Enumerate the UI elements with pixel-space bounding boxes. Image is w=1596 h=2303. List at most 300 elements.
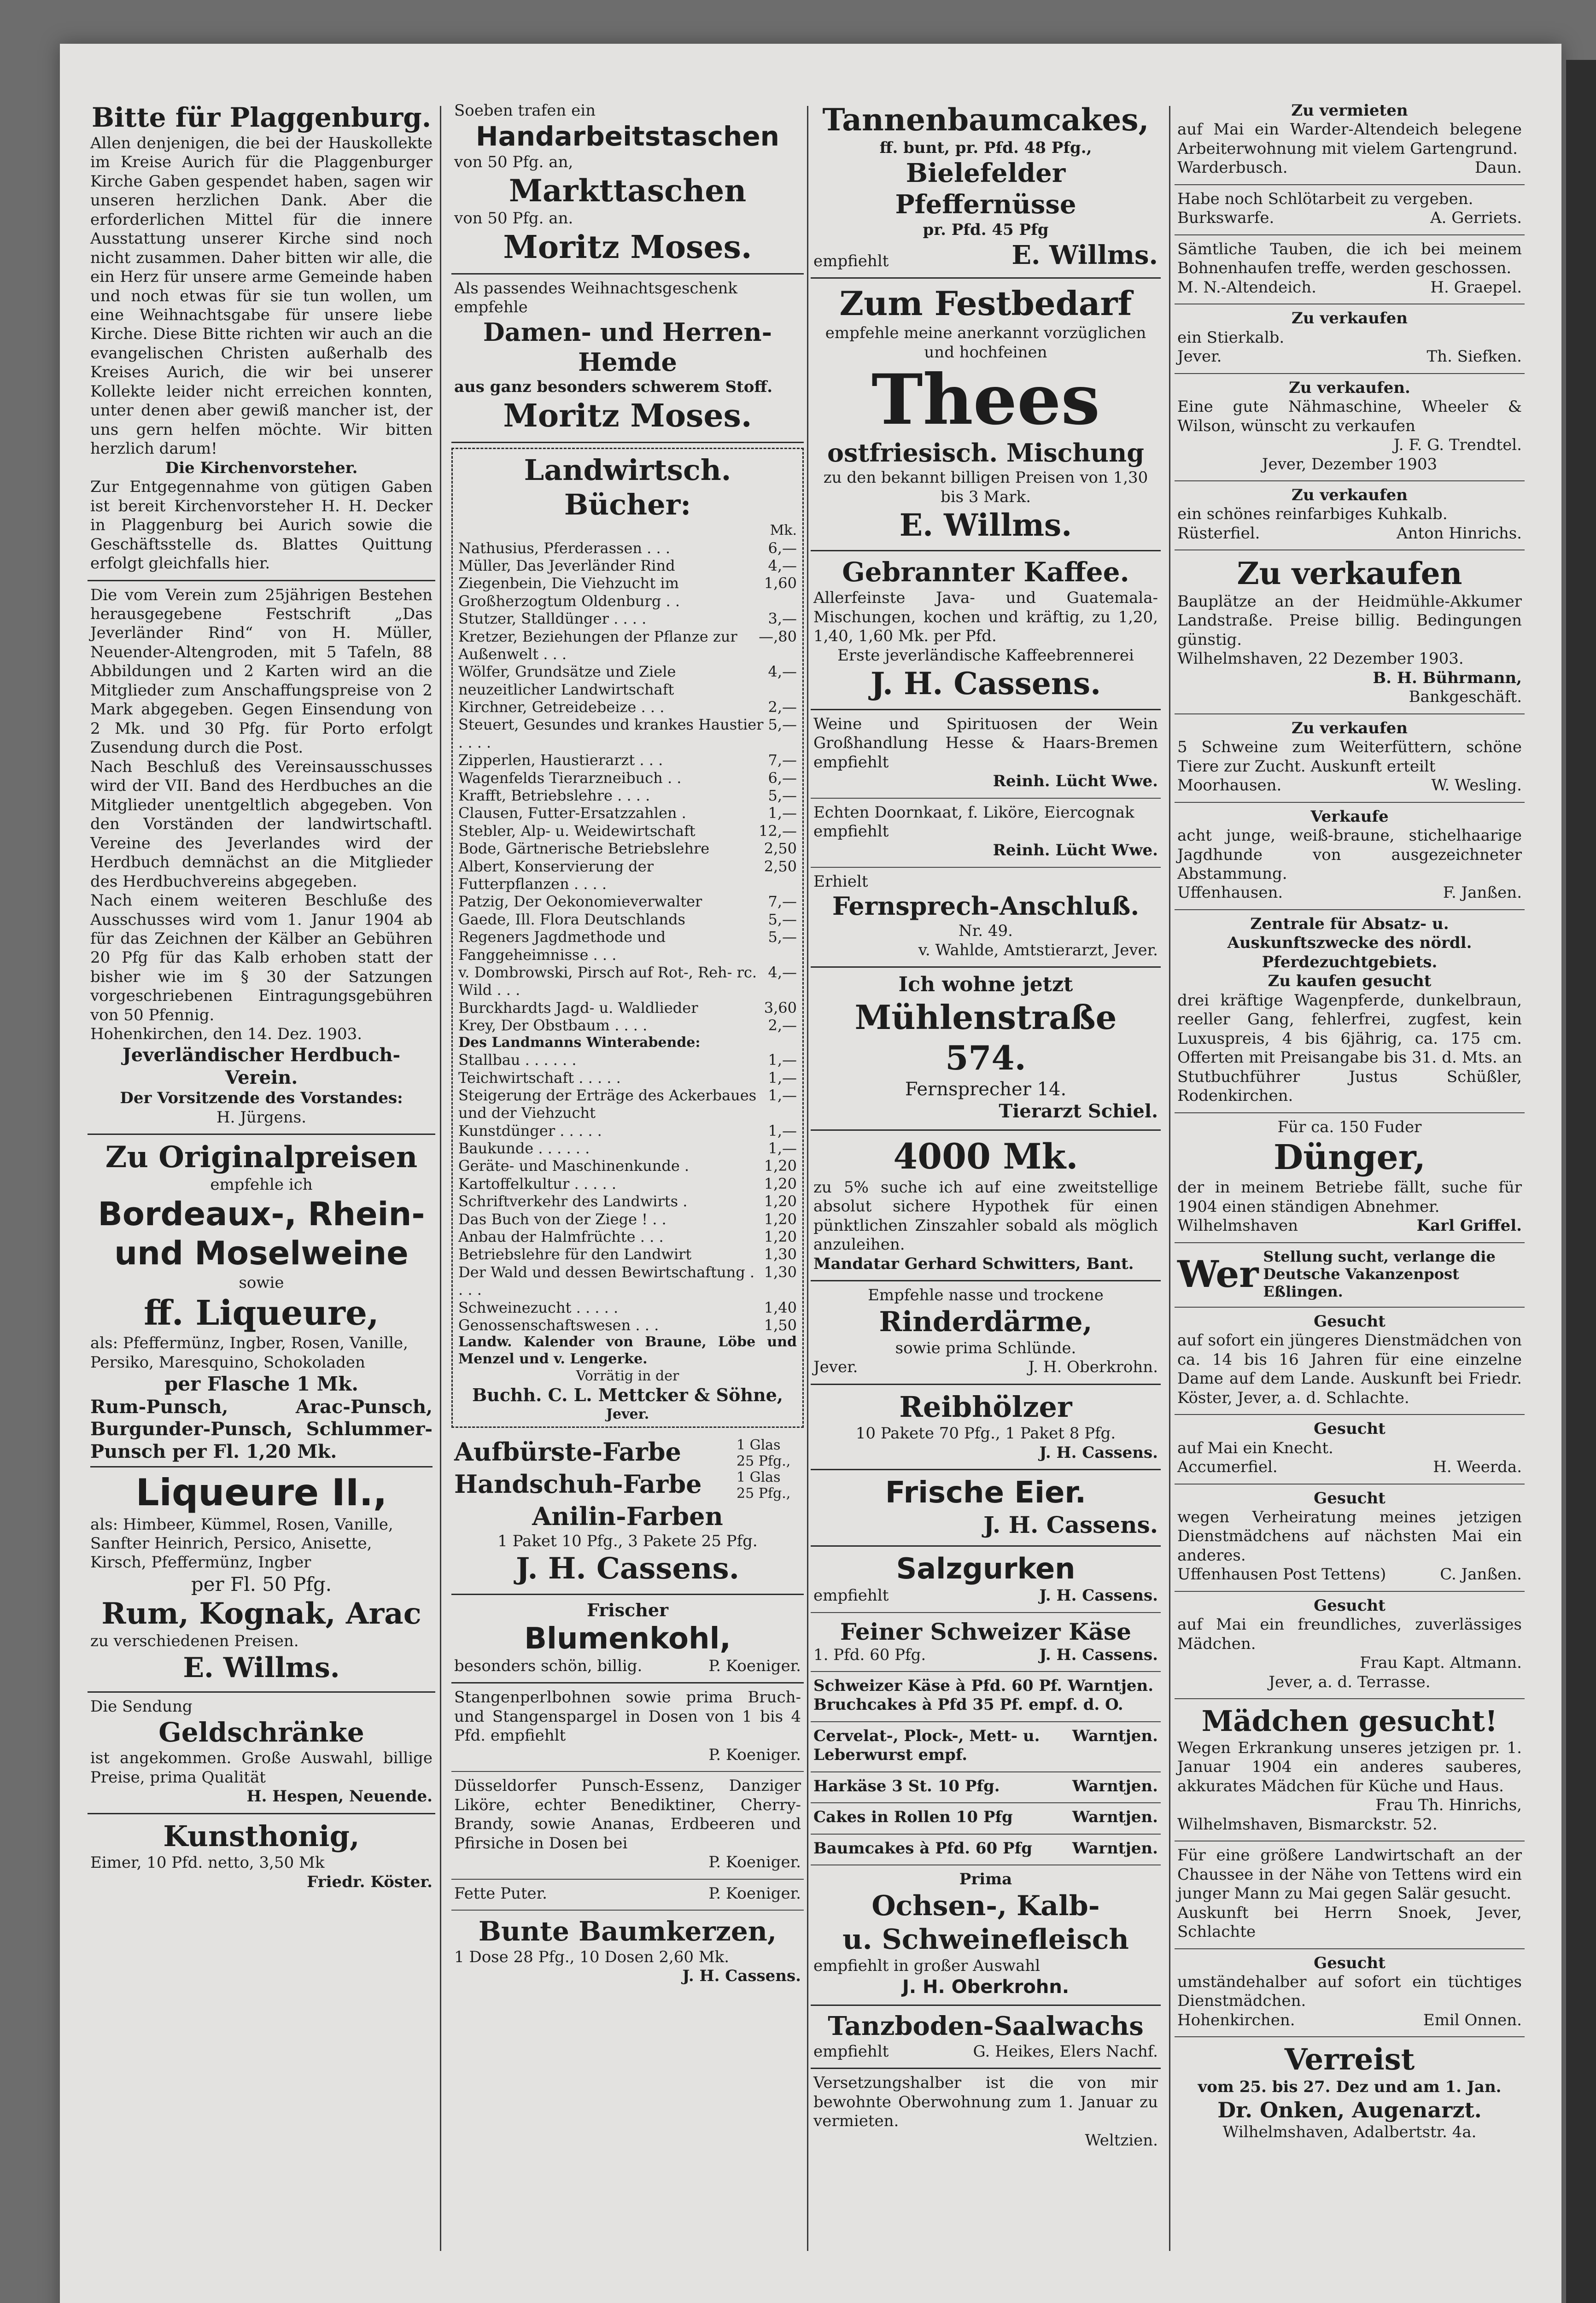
book-title: Müller, Das Jeverländer Rind bbox=[458, 556, 675, 574]
book-title: Kirchner, Getreidebeize . . . bbox=[458, 698, 665, 716]
body-text: Bauplätze an der Heidmühle-Akkumer Landstraße. Preise billig. Bedingungen günstig. bbox=[1177, 592, 1522, 649]
price: 1 Glas 25 Pfg., bbox=[737, 1437, 791, 1470]
advertiser-name: J. H. Cassens. bbox=[1039, 1586, 1158, 1605]
subline: Vorrätig in der bbox=[576, 1368, 679, 1384]
headline: Landwirtsch. Bücher: bbox=[524, 453, 731, 522]
price-row bbox=[454, 1437, 801, 1469]
book-title: Steigerung der Erträge des Ackerbaues und der Viehzucht bbox=[458, 1086, 757, 1122]
org-name: Jeverländischer Herdbuch-Verein. bbox=[122, 1044, 401, 1088]
book-row bbox=[458, 1192, 797, 1210]
ad-herdbuch-verein bbox=[88, 581, 435, 1135]
book-price: 1,— bbox=[768, 1051, 797, 1069]
headline: ostfriesisch. Mischung bbox=[827, 438, 1145, 468]
subline: Ich wohne jetzt bbox=[898, 973, 1073, 997]
ad-heading: Gesucht bbox=[1314, 1489, 1386, 1508]
body-text: auf Mai ein freundliches, zuverlässiges Mädchen. bbox=[1177, 1615, 1522, 1653]
ad-bitte-plaggenburg bbox=[88, 97, 435, 581]
advertiser-name: Warntjen. bbox=[1072, 1808, 1158, 1827]
book-price: 7,— bbox=[768, 751, 797, 769]
body-text: als: Himbeer, Kümmel, Rosen, Vanille, Sanfter Heinrich, Persico, Anisette, Kirsch, Pfeffermünz, Ingber bbox=[90, 1515, 393, 1572]
headline: Gebrannter Kaffee. bbox=[842, 556, 1129, 588]
body-text: zu verschiedenen Preisen. bbox=[90, 1632, 299, 1651]
ad-warntjen-4 bbox=[811, 1803, 1161, 1834]
book-row bbox=[458, 1210, 797, 1228]
body-text: Cervelat-, Plock-, Mett- u. Leberwurst empf. bbox=[813, 1726, 1040, 1765]
book-price: 5,— bbox=[768, 716, 797, 734]
advertiser-name: Tierarzt Schiel. bbox=[999, 1100, 1158, 1122]
advertiser-name: J. H. Cassens. bbox=[1039, 1645, 1158, 1664]
footer-row bbox=[813, 1777, 1158, 1796]
body-text: acht junge, weiß-braune, stichelhaarige Jagdhunde von ausgezeichneter Abstammung. bbox=[1177, 826, 1522, 883]
headline: Reibhölzer bbox=[899, 1390, 1072, 1424]
headline: Geldschränke bbox=[158, 1717, 364, 1748]
body-text: zu den bekannt billigen Preisen von 1,30 bis 3 Mark. bbox=[823, 468, 1148, 506]
book-row bbox=[458, 663, 797, 698]
ad-dienstmaedchen-janssen bbox=[1175, 1485, 1525, 1592]
book-title: v. Dombrowski, Pirsch auf Rot-, Reh- rc. Wild . . . bbox=[458, 963, 757, 999]
ad-hemde-moses bbox=[451, 275, 804, 443]
ad-oberwohnung bbox=[811, 2069, 1161, 2157]
date-line: Wilhelmshaven, 22 Dezember 1903. bbox=[1177, 649, 1464, 668]
book-title: Ziegenbein, Die Viehzucht im Großherzogtum Oldenburg . . bbox=[458, 574, 680, 610]
ad-heading: Gesucht bbox=[1314, 1312, 1386, 1331]
page-edge-shadow bbox=[1566, 60, 1596, 2303]
body-text: Für eine größere Landwirtschaft an der Chaussee in der Nähe von Tettens wird ein junger Mann zu Mai gegen Salär gesucht. bbox=[1177, 1846, 1522, 1903]
book-row bbox=[458, 716, 797, 751]
advertiser-name: Karl Griffel. bbox=[1416, 1216, 1522, 1235]
book-row bbox=[458, 964, 797, 999]
book-row bbox=[458, 698, 797, 716]
ad-heading: Zu verkaufen. bbox=[1289, 378, 1410, 397]
headline: Bitte für Plaggenburg. bbox=[91, 102, 432, 133]
place: M. N.-Altendeich. bbox=[1177, 278, 1316, 297]
body-text: Landw. Kalender von Braune, Löbe und Menzel und v. Lengerke. bbox=[458, 1334, 797, 1367]
price-line: ff. bunt, pr. Pfd. 48 Pfg., bbox=[879, 138, 1092, 157]
footer-row bbox=[1177, 776, 1522, 795]
column-4 bbox=[1175, 97, 1525, 2256]
ad-doornkaat bbox=[811, 799, 1161, 868]
headline: Ochsen-, Kalb- bbox=[871, 1889, 1100, 1922]
book-title: Stebler, Alp- u. Weidewirtschaft bbox=[458, 822, 696, 840]
ad-dienstmaedchen-onnen bbox=[1175, 1949, 1525, 2038]
book-price: 4,— bbox=[768, 556, 797, 574]
ad-knecht bbox=[1175, 1415, 1525, 1484]
product-name: Handschuh-Farbe bbox=[454, 1469, 702, 1499]
body-text: besonders schön, billig. bbox=[454, 1656, 643, 1675]
ad-heading: Zu verkaufen bbox=[1292, 309, 1408, 328]
price-line: pr. Pfd. 45 Pfg bbox=[923, 220, 1049, 239]
body-text: zu 5% suche ich auf eine zweitstellige absolut sichere Hypothek für einen pünktlichen Zinszahler sobald als möglich anzuleihen. bbox=[813, 1178, 1158, 1254]
column-rule bbox=[440, 106, 441, 2251]
advertiser-name: Moritz Moses. bbox=[503, 397, 752, 434]
subline: von 50 Pfg. an. bbox=[454, 209, 573, 228]
advertiser-name: E. Willms. bbox=[899, 507, 1072, 543]
book-price: —,80 bbox=[759, 627, 797, 645]
ad-reibhoelzer bbox=[811, 1385, 1161, 1471]
advertiser-name: Frau Th. Hinrichs, bbox=[1375, 1796, 1522, 1815]
body-text: Versetzungshalber ist die von mir bewohnte Oberwohnung zum 1. Januar zu vermieten. bbox=[813, 2074, 1158, 2131]
place: Accumerfiel. bbox=[1177, 1458, 1278, 1477]
headline: Salzgurken bbox=[896, 1552, 1076, 1586]
ad-heading: Zu kaufen gesucht bbox=[1268, 972, 1432, 991]
ad-tauben bbox=[1175, 235, 1525, 304]
body-text: auf Mai ein Knecht. bbox=[1177, 1438, 1333, 1457]
book-price: 2,50 bbox=[764, 840, 797, 858]
book-list bbox=[458, 1051, 797, 1334]
advertiser-name: Th. Siefken. bbox=[1426, 347, 1522, 366]
place: Moorhausen. bbox=[1177, 776, 1282, 795]
body-text: Stangenperlbohnen sowie prima Bruch- und Stangenspargel in Dosen von 1 bis 4 Pfd. empfiehlt bbox=[454, 1688, 801, 1745]
subline: sowie prima Schlünde. bbox=[895, 1339, 1076, 1357]
ad-heading: Gesucht bbox=[1314, 1420, 1386, 1438]
advertiser-name: Anton Hinrichs. bbox=[1396, 524, 1522, 543]
book-price: 1,20 bbox=[764, 1210, 797, 1228]
footer-row bbox=[813, 2042, 1158, 2061]
footer-row bbox=[1177, 209, 1522, 228]
column-3 bbox=[811, 97, 1161, 2256]
headline: Tanzboden-Saalwachs bbox=[828, 2011, 1144, 2042]
unit-label: Mk. bbox=[770, 522, 797, 538]
advertiser-name: E. Willms. bbox=[1011, 240, 1158, 271]
subline: Erste jeverländische Kaffeebrennerei bbox=[837, 646, 1134, 665]
body-text: umständehalber auf sofort ein tüchtiges Dienstmädchen. bbox=[1177, 1972, 1522, 2011]
ad-dienstmaedchen-koester bbox=[1175, 1308, 1525, 1415]
book-row bbox=[458, 1122, 797, 1140]
footer-row bbox=[1177, 347, 1522, 366]
body-text: Eine gute Nähmaschine, Wheeler & Wilson, wünscht zu verkaufen bbox=[1177, 397, 1522, 435]
subline: sowie bbox=[239, 1273, 284, 1292]
body-text: Harkäse 3 St. 10 Pfg. bbox=[813, 1777, 1000, 1795]
ad-puter bbox=[451, 1880, 804, 1911]
advertiser-name: Buchh. C. L. Mettcker & Söhne, bbox=[472, 1385, 783, 1406]
body-text: empfehle meine anerkannt vorzüglichen und hochfeinen bbox=[825, 324, 1146, 362]
headline: Zu verkaufen bbox=[1237, 555, 1462, 592]
book-row bbox=[458, 1316, 797, 1334]
footer-row bbox=[1177, 278, 1522, 297]
ad-weine-luecht bbox=[811, 710, 1161, 799]
advertiser-name: Dr. Onken, Augenarzt. bbox=[1217, 2097, 1482, 2122]
subline: empfiehlt bbox=[813, 251, 889, 270]
subline: Als passendes Weihnachtsgeschenk empfehle bbox=[454, 279, 737, 317]
footer-row bbox=[1177, 158, 1522, 177]
subline: Empfehle nasse und trockene bbox=[868, 1286, 1104, 1305]
headline: Anilin-Farben bbox=[532, 1502, 723, 1531]
ad-rinderdaerme bbox=[811, 1281, 1161, 1385]
ad-schloetarbeit bbox=[1175, 185, 1525, 235]
headline: Mühlenstraße 574. bbox=[854, 997, 1117, 1077]
headline: Wer bbox=[1177, 1252, 1259, 1296]
advertiser-name: C. Janßen. bbox=[1440, 1565, 1522, 1584]
advertiser-name: P. Koeniger. bbox=[708, 1656, 801, 1675]
signature: H. Jürgens. bbox=[216, 1108, 307, 1127]
ad-verreist bbox=[1175, 2037, 1525, 2148]
price-line: 10 Pakete 70 Pfg., 1 Paket 8 Pfg. bbox=[855, 1424, 1116, 1443]
ad-punsch bbox=[451, 1772, 804, 1879]
headline: Markttaschen bbox=[509, 172, 747, 209]
advertiser-name: Warntjen. bbox=[1072, 1839, 1158, 1858]
headline: ff. Liqueure, bbox=[144, 1293, 379, 1333]
footer-row bbox=[813, 1808, 1158, 1827]
footer-row bbox=[813, 1646, 1158, 1665]
body-text: drei kräftige Wagenpferde, dunkelbraun, reeller Gang, fehlerfrei, zugfest, kein Luxuspreis, 4 bis 6jährig, ca. 175 cm. Offerten mit Preisangabe bis 31. d. Mts. an Stutbuchführer Justus Schüßler, Rodenkirchen. bbox=[1177, 991, 1522, 1105]
book-row bbox=[458, 1069, 797, 1087]
advertiser-name: Warntjen. bbox=[1072, 1777, 1158, 1795]
headline: Liqueure II., bbox=[135, 1471, 387, 1514]
advertiser-name: Moritz Moses. bbox=[503, 228, 752, 266]
book-title: Bode, Gärtnerische Betriebslehre bbox=[458, 840, 710, 858]
subline: Nr. 49. bbox=[959, 922, 1013, 941]
ad-heading: Gesucht bbox=[1314, 1596, 1386, 1615]
subline: Prima bbox=[959, 1870, 1012, 1889]
book-price: 1,— bbox=[768, 1140, 797, 1157]
place: Uffenhausen Post Tettens) bbox=[1177, 1565, 1386, 1584]
headline: Zu Originalpreisen bbox=[105, 1140, 418, 1175]
body-text: Bruchcakes à Pfd 35 Pf. empf. d. O. bbox=[813, 1695, 1123, 1714]
book-price: 1,20 bbox=[764, 1175, 797, 1192]
book-title: Patzig, Der Oekonomieverwalter bbox=[458, 893, 702, 911]
book-row bbox=[458, 1087, 797, 1122]
book-price: 5,— bbox=[768, 928, 797, 946]
section-heading: Des Landmanns Winterabende: bbox=[458, 1034, 701, 1051]
headline: und Moselweine bbox=[114, 1234, 409, 1273]
ad-maedchen-hinrichs bbox=[1175, 1699, 1525, 1841]
book-price: 3,— bbox=[768, 610, 797, 628]
footer-row bbox=[454, 1657, 801, 1676]
subline: Frischer bbox=[586, 1599, 669, 1620]
book-row bbox=[458, 822, 797, 840]
advertiser-name: B. H. Bührmann, bbox=[1373, 668, 1522, 687]
ad-stierkalb bbox=[1175, 304, 1525, 374]
body-text: ein Stierkalb. bbox=[1177, 328, 1285, 347]
footer-row bbox=[1177, 1216, 1522, 1235]
ad-duenger bbox=[1175, 1113, 1525, 1243]
place: Jever. bbox=[813, 1358, 858, 1377]
column-2 bbox=[451, 97, 804, 2256]
price-line: per Fl. 50 Pfg. bbox=[191, 1572, 332, 1596]
book-row bbox=[458, 858, 797, 893]
advertiser-name: Emil Onnen. bbox=[1423, 2011, 1522, 2029]
book-title: Kunstdünger . . . . . bbox=[458, 1122, 602, 1140]
book-price: 1,— bbox=[768, 1122, 797, 1140]
book-price: 5,— bbox=[768, 787, 797, 805]
ad-taschen-moses bbox=[451, 97, 804, 275]
place: Uffenhausen. bbox=[1177, 883, 1283, 902]
headline: Frische Eier. bbox=[885, 1476, 1087, 1510]
book-row bbox=[458, 928, 797, 964]
body-text: Fette Puter. bbox=[454, 1884, 547, 1903]
headline: Rinderdärme, bbox=[879, 1305, 1093, 1338]
book-title: Baukunde . . . . . . bbox=[458, 1140, 590, 1157]
book-row bbox=[458, 1051, 797, 1069]
headline: Verreist bbox=[1284, 2042, 1415, 2077]
body-text: empfiehlt in großer Auswahl bbox=[813, 1957, 1041, 1976]
book-title: Das Buch von der Ziege ! . . bbox=[458, 1210, 666, 1228]
book-price: 2,— bbox=[768, 698, 797, 716]
advertiser-title: Bankgeschäft. bbox=[1409, 688, 1522, 707]
subline: aus ganz besonders schwerem Stoff. bbox=[454, 378, 773, 397]
headline: Feiner Schweizer Käse bbox=[840, 1618, 1131, 1645]
ad-blumenkohl bbox=[451, 1595, 804, 1684]
ad-festbedarf-thees bbox=[811, 279, 1161, 551]
footer-row bbox=[813, 1586, 1158, 1605]
headline: Dünger, bbox=[1274, 1138, 1426, 1178]
ad-wagenpferde bbox=[1175, 910, 1525, 1113]
advertiser-name: Warntjen. bbox=[1072, 1726, 1158, 1745]
book-price: 7,— bbox=[768, 893, 797, 911]
ad-hypothek bbox=[811, 1131, 1161, 1281]
book-row bbox=[458, 751, 797, 769]
signature: Der Vorsitzende des Vorstandes: bbox=[120, 1089, 403, 1108]
ad-landwirtsch-buecher bbox=[451, 448, 804, 1428]
column-rule bbox=[807, 106, 808, 2251]
headline: u. Schweinefleisch bbox=[842, 1923, 1129, 1956]
body-text: Zur Entgegennahme von gütigen Gaben ist bereit Kirchenvorsteher H. H. Decker in Plaggenburg bei Aurich sowie die Geschäftsstelle ds. Blattes Quittung erfolgt gleichfalls hier. bbox=[90, 478, 433, 573]
book-title: Krafft, Betriebslehre . . . . bbox=[458, 787, 650, 805]
advertiser-name: Daun. bbox=[1474, 158, 1522, 177]
book-price: 1,— bbox=[768, 1069, 797, 1087]
book-price: 4,— bbox=[768, 663, 797, 681]
advertiser-name: P. Koeniger. bbox=[708, 1853, 801, 1872]
headline: Kunsthonig, bbox=[163, 1819, 360, 1853]
advertiser-name: Reinh. Lücht Wwe. bbox=[993, 841, 1158, 860]
book-title: Kartoffelkultur . . . . . bbox=[458, 1175, 617, 1192]
ad-heading: Zu verkaufen bbox=[1292, 719, 1408, 737]
advertiser-name: E. Willms. bbox=[183, 1651, 340, 1684]
body-text: Stellung sucht, verlange die Deutsche Vakanzenpost Eßlingen. bbox=[1263, 1247, 1496, 1300]
ad-baumkerzen bbox=[451, 1911, 804, 1993]
book-price: 5,— bbox=[768, 910, 797, 928]
book-price: 4,— bbox=[768, 963, 797, 981]
body-text: Die vom Verein zum 25jährigen Bestehen herausgegebene Festschrift „Das Jeverländer Rind“ von H. Müller, Neuender-Altengroden, mit 5 Tafeln, 88 Abbildungen und 2 Karten wird an die Mitglieder zum Anschaffungspreise von 2 Mark abgegeben. Gegen Einsendung von 2 Mk. und 30 Pfg. für Porto erfolgt Zusendung durch die Post. bbox=[90, 585, 433, 757]
advertiser-name: G. Heikes, Elers Nachf. bbox=[973, 2042, 1158, 2061]
advertiser-name: A. Gerriets. bbox=[1430, 209, 1522, 228]
body-text: Cakes in Rollen 10 Pfg bbox=[813, 1808, 1013, 1827]
ad-heading: Zentrale für Absatz- u. Auskunftszwecke des nördl. Pferdezuchtgebiets. bbox=[1227, 914, 1472, 971]
ad-heading: Zu verkaufen bbox=[1292, 485, 1408, 504]
body-text: 5 Schweine zum Weiterfüttern, schöne Tiere zur Zucht. Auskunft erteilt bbox=[1177, 738, 1522, 776]
book-row bbox=[458, 787, 797, 804]
body-text: der in meinem Betriebe fällt, suche für 1904 einen ständigen Abnehmer. bbox=[1177, 1178, 1522, 1216]
ad-heading: Verkaufe bbox=[1310, 807, 1389, 826]
book-row bbox=[458, 893, 797, 910]
ad-schweine bbox=[1175, 714, 1525, 803]
headline: Bielefelder Pfeffernüsse bbox=[895, 158, 1076, 220]
book-row bbox=[458, 557, 797, 574]
body-text: Nach Beschluß des Vereinsausschusses wird der VII. Band des Herdbuches an die Mitglieder unentgeltlich abgegeben. Von den Vorständen der landwirtschaftl. Vereine des Jeverlandes wird der Herdbuch demnächst an die Mitglieder des Herdbuchvereins abgegeben. bbox=[90, 757, 433, 891]
book-price: 1,— bbox=[768, 1086, 797, 1104]
body-text: Nach einem weiteren Beschluße des Ausschusses wird vom 1. Janur 1904 ab für das Zeichnen der Kälber an Gebühren 20 Pfg für das Kalb erhoben statt der bisher wie im § 30 der Satzungen vorgeschriebenen Eintragungsgebühren von 50 Pfennig. bbox=[90, 891, 433, 1024]
date-line: Jever, Dezember 1903 bbox=[1262, 455, 1438, 473]
headline: Bordeaux-, Rhein- bbox=[98, 1195, 425, 1233]
book-title: Regeners Jagdmethode und Fanggeheimnisse . . . bbox=[458, 928, 666, 964]
advertiser-name: Mandatar Gerhard Schwitters, Bant. bbox=[813, 1254, 1134, 1273]
book-title: Anbau der Halmfrüchte . . . bbox=[458, 1228, 664, 1246]
body-text: wegen Verheiratung meines jetzigen Dienstmädchens auf nächsten Mai ein anderes. bbox=[1177, 1508, 1522, 1565]
headline: Tannenbaumcakes, bbox=[822, 102, 1149, 138]
ad-geldschraenke bbox=[88, 1693, 435, 1814]
book-title: Zipperlen, Haustierarzt . . . bbox=[458, 751, 663, 769]
advertiser-name: J. F. G. Trendtel. bbox=[1393, 436, 1522, 455]
book-title: Steuert, Gesundes und krankes Haustier . . . . bbox=[458, 716, 764, 751]
divider bbox=[90, 1466, 433, 1467]
advertiser-name: Friedr. Köster. bbox=[307, 1872, 433, 1891]
ad-kuhkalb bbox=[1175, 481, 1525, 550]
advertiser-name: P. Koeniger. bbox=[708, 1884, 801, 1903]
body-text: auf Mai ein Warder-Altendeich belegene Arbeiterwohnung mit vielem Gartengrund. bbox=[1177, 120, 1522, 158]
book-title: Krey, Der Obstbaum . . . . bbox=[458, 1017, 648, 1035]
ad-muehlenstrasse bbox=[811, 968, 1161, 1131]
ad-schweizer-kaese bbox=[811, 1613, 1161, 1672]
ad-kaffee-cassens bbox=[811, 551, 1161, 710]
headline: Fernsprech-Anschluß. bbox=[832, 891, 1140, 921]
book-row bbox=[458, 628, 797, 663]
body-text: Echten Doornkaat, f. Liköre, Eiercognak empfiehlt bbox=[813, 803, 1134, 841]
ad-jagdhunde bbox=[1175, 803, 1525, 910]
place: Jever. bbox=[1177, 347, 1222, 366]
book-row bbox=[458, 769, 797, 787]
book-title: Schriftverkehr des Landwirts . bbox=[458, 1192, 688, 1210]
body-text: Allen denjenigen, die bei der Hauskollekte im Kreise Aurich für die Plaggenburger Kirche Gaben gespendet haben, sagen wir unseren herzlichen Dank. Aber die erforderlichen Mittel für die innere Ausstattung unserer Kirche sind noch nicht zusammen. Daher bitten wir alle, die ein Herz für unsere arme Gemeinde haben und noch etwas für sie tun wollen, um eine Weihnachtsgabe für unsere liebe Kirche. Diese Bitte richten wir auch an die evangelischen Christen außerhalb des Kreises Aurich, die wir bei unserer Kollekte leider nicht erreichen konnten, unter denen aber gewiß mancher ist, der uns gern helfen möchte. Wir bitten herzlich darum! bbox=[90, 134, 433, 458]
advertiser-name: W. Wesling. bbox=[1431, 776, 1522, 795]
book-price: 1,20 bbox=[764, 1157, 797, 1175]
footer-row bbox=[454, 1884, 801, 1903]
ad-warntjen-3 bbox=[811, 1772, 1161, 1803]
place: Jever, a. d. Terrasse. bbox=[1269, 1672, 1431, 1691]
advertiser-name: J. H. Cassens. bbox=[682, 1967, 801, 1986]
ad-kunsthonig bbox=[88, 1814, 435, 1899]
book-title: Schweinezucht . . . . . bbox=[458, 1298, 619, 1316]
headline: 4000 Mk. bbox=[893, 1136, 1078, 1177]
footer-row bbox=[1177, 524, 1522, 543]
advertiser-name: J. H. Oberkrohn. bbox=[1028, 1358, 1158, 1377]
body-text: Schweizer Käse à Pfd. 60 Pf. Warntjen. bbox=[813, 1676, 1154, 1695]
footer-row bbox=[1177, 1565, 1522, 1584]
ad-farben-cassens bbox=[451, 1432, 804, 1595]
book-title: Stallbau . . . . . . bbox=[458, 1051, 577, 1069]
price-row bbox=[454, 1469, 801, 1502]
book-price: 12,— bbox=[759, 822, 797, 840]
product-name: Aufbürste-Farbe bbox=[454, 1437, 681, 1467]
date-line: Hohenkirchen, den 14. Dez. 1903. bbox=[90, 1025, 362, 1044]
book-row bbox=[458, 1175, 797, 1192]
book-row bbox=[458, 539, 797, 557]
ad-fleisch-oberkrohn bbox=[811, 1865, 1161, 2006]
place: Wilhelmshaven bbox=[1177, 1216, 1298, 1235]
book-row bbox=[458, 804, 797, 822]
headline: Rum, Kognak, Arac bbox=[101, 1596, 421, 1631]
body-text: Auskunft bei Herrn Snoek, Jever, Schlachte bbox=[1177, 1903, 1522, 1941]
headline: Blumenkohl, bbox=[524, 1621, 731, 1656]
book-price: 1,20 bbox=[764, 1192, 797, 1210]
column-1 bbox=[88, 97, 435, 2256]
ad-frische-eier bbox=[811, 1470, 1161, 1547]
book-price: 1,30 bbox=[764, 1263, 797, 1281]
book-title: Kretzer, Beziehungen der Pflanze zur Außenwelt . . . bbox=[458, 627, 737, 663]
book-row bbox=[458, 610, 797, 627]
advertiser-name: F. Janßen. bbox=[1443, 883, 1522, 902]
book-row bbox=[458, 999, 797, 1017]
book-title: Clausen, Futter-Ersatzzahlen . bbox=[458, 804, 686, 822]
footer-row bbox=[813, 240, 1158, 271]
book-title: Betriebslehre für den Landwirt bbox=[458, 1245, 692, 1263]
book-price: 6,— bbox=[768, 769, 797, 787]
book-list bbox=[458, 539, 797, 1035]
footer-row bbox=[813, 1358, 1158, 1377]
subline: Die Sendung bbox=[90, 1697, 193, 1716]
ad-heading: Gesucht bbox=[1314, 1953, 1386, 1972]
subline: Soeben trafen ein bbox=[454, 101, 596, 120]
footer-row bbox=[1177, 883, 1522, 902]
